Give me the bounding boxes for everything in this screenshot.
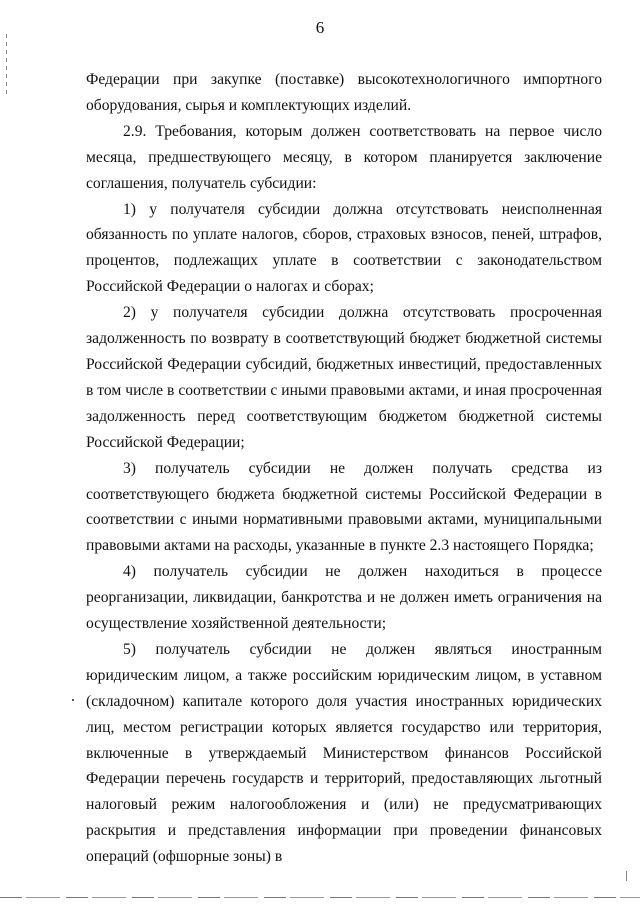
- paragraph-item-4: 4) получатель субсидии не должен находиться в процессе реорганизации, ликвидации, банкротства и не должен иметь ограничения на осуществление хозяйственной деятельности;: [86, 563, 602, 633]
- paragraph-item-1: 1) у получателя субсидии должна отсутствовать неисполненная обязанность по уплате налогов, сборов, страховых взносов, пеней, штрафов, процентов, подлежащих уплате в соответствии с законодательством Российской Федерации о налогах и сборах;: [86, 200, 602, 296]
- document-body: [86, 67, 602, 870]
- paragraph-item-5: 5) получатель субсидии не должен являться иностранным юридическим лицом, а также российским юридическим лицом, в уставном (складочном) капитале которого доля участия иностранных юридических лиц, местом регистрации которых является государство или территория, включенные в утверждаемый Министерством финансов Российской Федерации перечень государств и территорий, предоставляющих льготный налоговый режим налогообложения и (или) не предусматривающих раскрытия и представления информации при проведении финансовых операций (офшорные зоны) в: [86, 640, 602, 866]
- scan-edge-mark: [626, 871, 627, 881]
- scan-margin-mark: [6, 34, 7, 98]
- scan-bottom-edge: [0, 897, 640, 898]
- paragraph-item-3: 3) получатель субсидии не должен получать средства из соответствующего бюджета бюджетной системы Российской Федерации в соответствии с иными нормативными правовыми актами, муниципальными правовыми актами на расходы, указанные в пункте 2.3 настоящего Порядка;: [86, 459, 602, 555]
- paragraph-item-2: 2) у получателя субсидии должна отсутствовать просроченная задолженность по возврату в соответствующий бюджет бюджетной системы Российской Федерации субсидий, бюджетных инвестиций, предоставленных в том числе в соответствии с иными правовыми актами, и иная просроченная задолженность перед соответствующим бюджетом бюджетной системы Российской Федерации;: [86, 304, 602, 451]
- page-number: 6: [315, 18, 325, 37]
- paragraph-continuation: Федерации при закупке (поставке) высокотехнологичного импортного оборудования, сырья и комплектующих изделий.: [86, 71, 602, 114]
- scan-speck: [72, 699, 74, 701]
- paragraph-section-2-9: 2.9. Требования, которым должен соответствовать на первое число месяца, предшествующего месяцу, в котором планируется заключение соглашения, получатель субсидии:: [86, 122, 602, 192]
